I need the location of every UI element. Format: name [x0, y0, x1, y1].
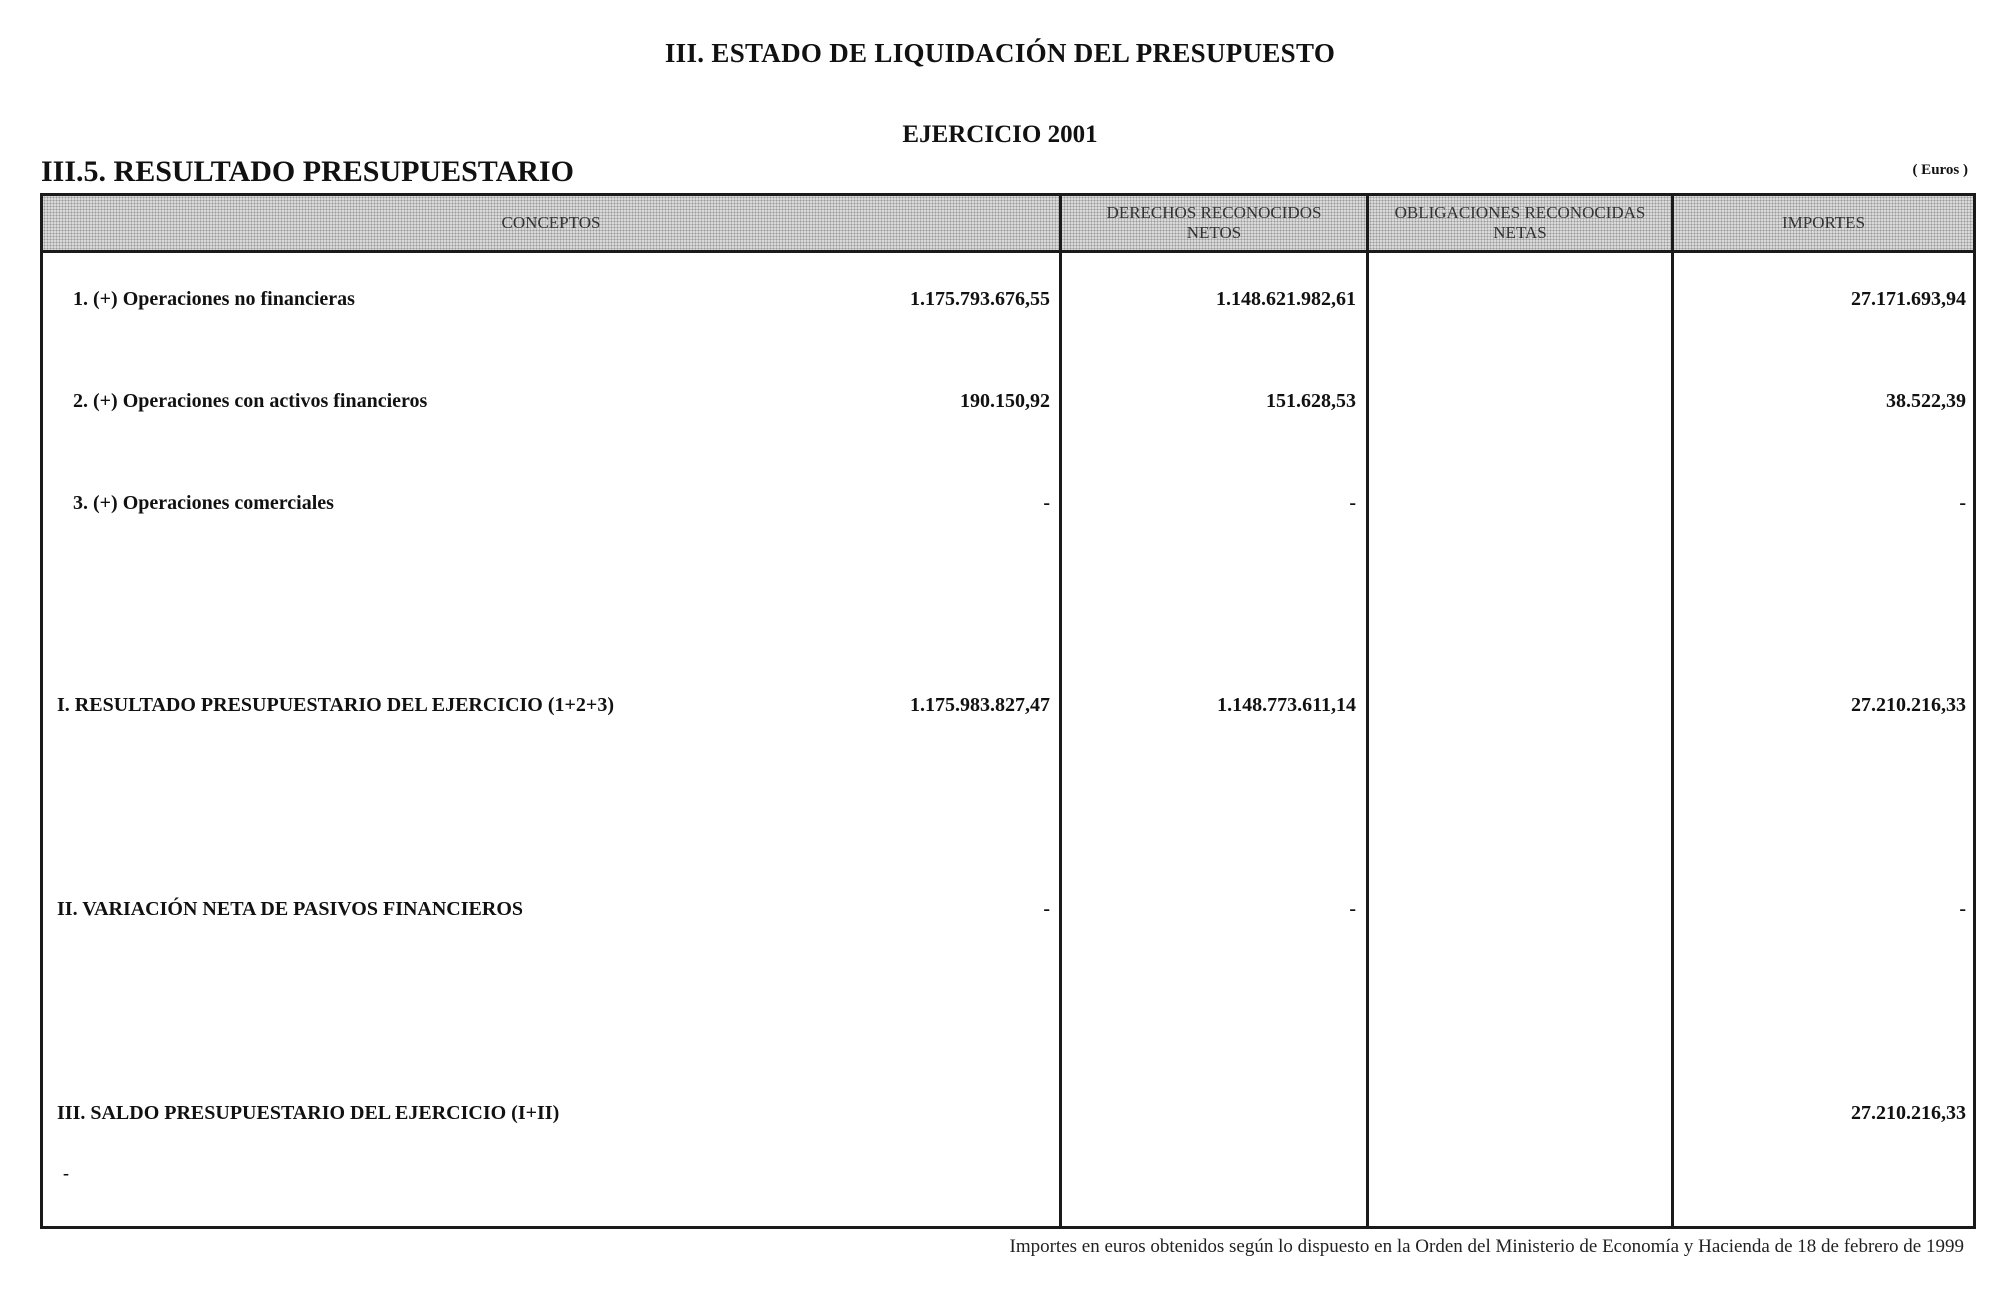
- table-header-row: [43, 196, 1973, 253]
- row-importes-value: 38.522,39: [1886, 390, 1966, 412]
- row-derechos-value: -: [1043, 898, 1050, 920]
- header-importes: IMPORTES: [1781, 213, 1866, 232]
- row-obligaciones-value: 1.148.773.611,14: [1217, 694, 1356, 716]
- section-title: III.5. RESULTADO PRESUPUESTARIO: [41, 155, 574, 188]
- row-derechos-value: -: [1043, 492, 1050, 514]
- row-obligaciones-value: -: [1349, 492, 1356, 514]
- row-obligaciones-value: 1.148.621.982,61: [1216, 288, 1356, 310]
- row-derechos-value: 190.150,92: [960, 390, 1050, 412]
- column-divider: [1366, 196, 1369, 1226]
- units-label: ( Euros ): [1912, 162, 1968, 178]
- row-importes-value: 27.171.693,94: [1851, 288, 1966, 310]
- row-obligaciones-value: -: [1349, 898, 1356, 920]
- header-conceptos: CONCEPTOS: [501, 213, 601, 232]
- column-divider: [1059, 196, 1062, 1226]
- row-concept: I. RESULTADO PRESUPUESTARIO DEL EJERCICIO (1+2+3): [57, 694, 614, 716]
- row-importes-value: 27.210.216,33: [1851, 694, 1966, 716]
- row-concept: 3. (+) Operaciones comerciales: [73, 492, 334, 514]
- row-importes-value: 27.210.216,33: [1851, 1102, 1966, 1124]
- row-concept: 1. (+) Operaciones no financieras: [73, 288, 355, 310]
- row-importes-value: -: [1959, 898, 1966, 920]
- document-subtitle: EJERCICIO 2001: [902, 121, 1098, 148]
- row-obligaciones-value: 151.628,53: [1266, 390, 1356, 412]
- header-obligaciones-line2: NETAS: [1493, 223, 1547, 242]
- budget-result-table: [40, 193, 1976, 1229]
- stray-mark: -: [63, 1163, 69, 1183]
- column-divider: [1671, 196, 1674, 1226]
- header-derechos-line2: NETOS: [1186, 223, 1242, 242]
- row-concept: 2. (+) Operaciones con activos financieros: [73, 390, 428, 412]
- document-title: III. ESTADO DE LIQUIDACIÓN DEL PRESUPUESTO: [664, 38, 1336, 68]
- row-derechos-value: 1.175.793.676,55: [910, 288, 1050, 310]
- header-obligaciones-line1: OBLIGACIONES RECONOCIDAS: [1394, 203, 1646, 222]
- header-obligaciones: [1369, 196, 1671, 250]
- header-derechos: [1062, 196, 1366, 250]
- row-concept: III. SALDO PRESUPUESTARIO DEL EJERCICIO (I+II): [57, 1102, 560, 1124]
- footnote: Importes en euros obtenidos según lo dispuesto en la Orden del Ministerio de Economía y Hacienda de 18 de febrero de 1999: [1009, 1236, 1964, 1257]
- row-importes-value: -: [1959, 492, 1966, 514]
- row-concept: II. VARIACIÓN NETA DE PASIVOS FINANCIEROS: [57, 898, 523, 920]
- header-derechos-line1: DERECHOS RECONOCIDOS: [1106, 203, 1322, 222]
- row-derechos-value: 1.175.983.827,47: [910, 694, 1050, 716]
